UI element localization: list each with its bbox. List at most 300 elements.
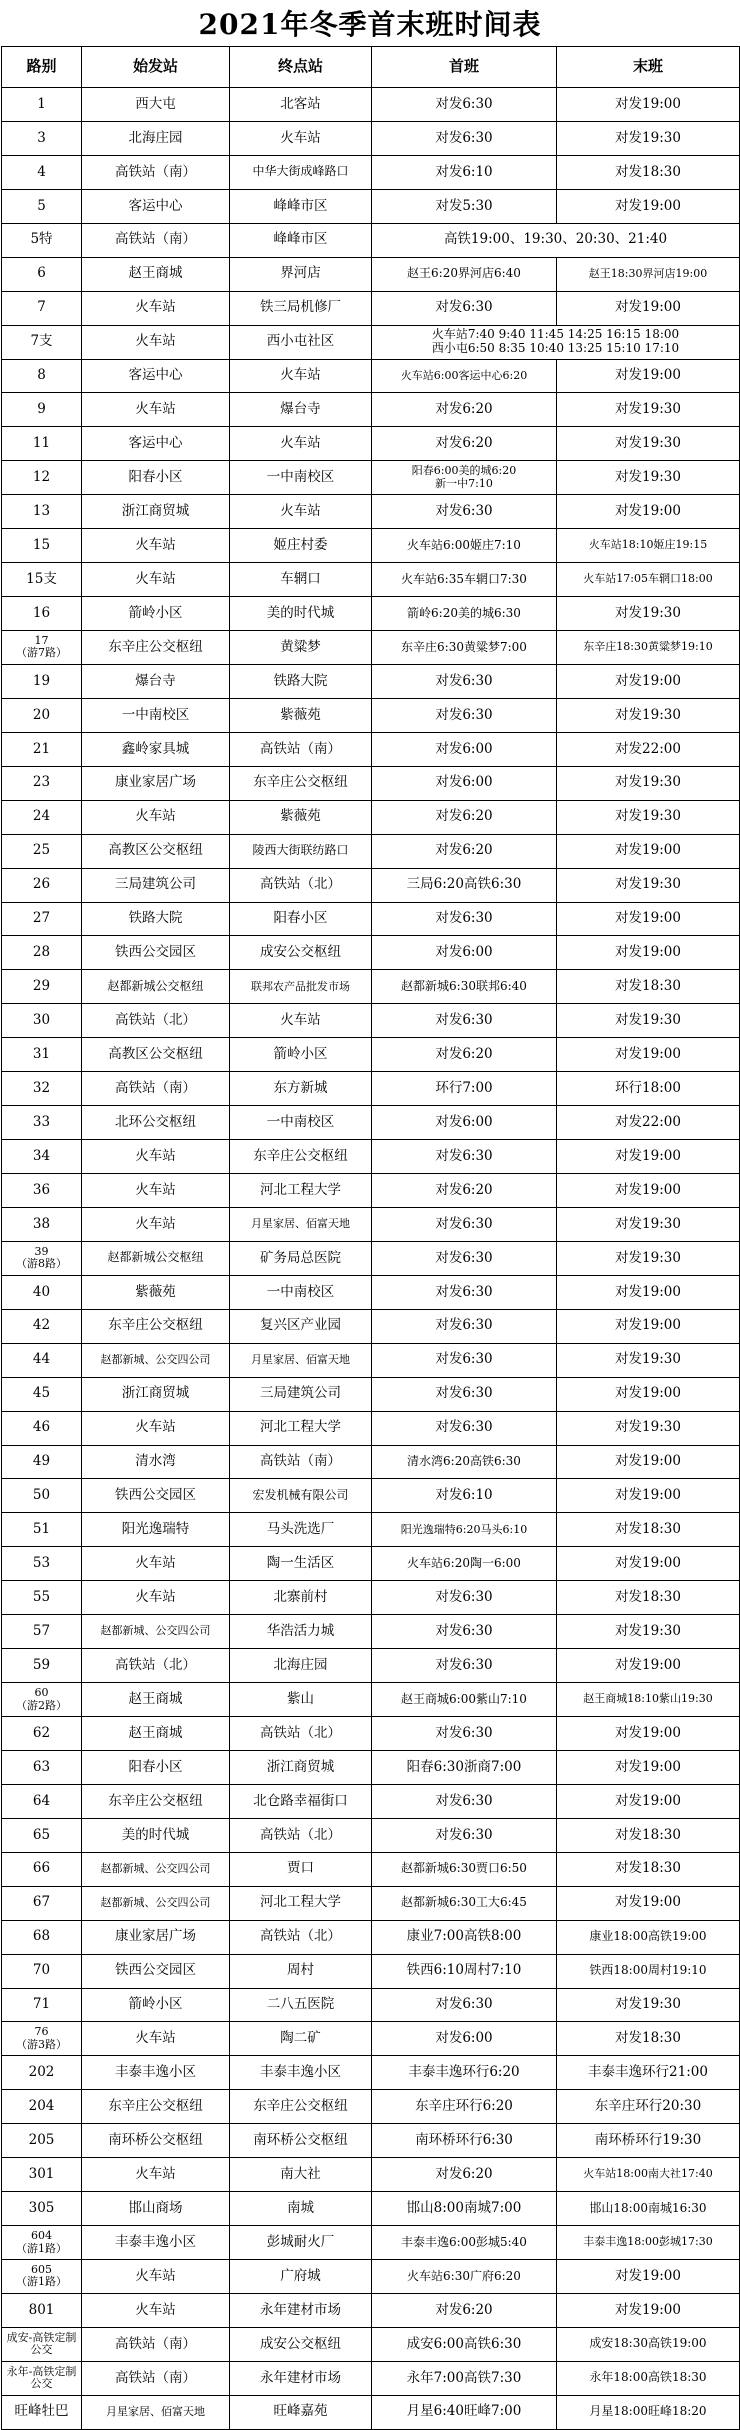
first-bus-cell: 对发6:30 (372, 1818, 557, 1852)
first-bus-cell: 火车站6:00客运中心6:20 (372, 359, 557, 393)
table-row (2, 563, 740, 597)
table-row (2, 1140, 740, 1174)
table-row (2, 2327, 740, 2361)
table-row (2, 325, 740, 359)
first-bus-cell: 对发6:30 (372, 664, 557, 698)
table-row (2, 1818, 740, 1852)
first-bus-cell: 对发6:20 (372, 2158, 557, 2192)
start-station-cell: 铁西公交园区 (82, 1479, 230, 1513)
end-station-cell: 二八五医院 (230, 1988, 372, 2022)
first-bus-cell: 对发6:30 (372, 88, 557, 122)
header-route: 路别 (2, 47, 82, 88)
table-row (2, 359, 740, 393)
table-row (2, 936, 740, 970)
end-station-cell: 华浩活力城 (230, 1615, 372, 1649)
start-station-cell: 赵都新城、公交四公司 (82, 1852, 230, 1886)
start-station-cell: 火车站 (82, 800, 230, 834)
end-station-cell: 东辛庄公交枢纽 (230, 2090, 372, 2124)
route-cell: 202 (2, 2056, 82, 2090)
last-bus-cell: 南环桥环行19:30 (557, 2124, 740, 2158)
end-station-cell: 高铁站（北） (230, 1717, 372, 1751)
route-cell: 66 (2, 1852, 82, 1886)
first-bus-cell: 对发6:30 (372, 1207, 557, 1241)
table-row (2, 597, 740, 631)
start-station-cell: 三局建筑公司 (82, 868, 230, 902)
last-bus-cell: 对发19:00 (557, 1784, 740, 1818)
last-bus-cell: 对发18:30 (557, 1852, 740, 1886)
start-station-cell: 火车站 (82, 1207, 230, 1241)
table-row (2, 1038, 740, 1072)
end-station-cell: 旺峰嘉苑 (230, 2395, 372, 2429)
last-bus-cell: 东辛庄18:30黄粱梦19:10 (557, 631, 740, 665)
end-station-cell: 中华大街成峰路口 (230, 155, 372, 189)
table-row (2, 631, 740, 665)
start-station-cell: 火车站 (82, 1547, 230, 1581)
start-station-cell: 东辛庄公交枢纽 (82, 2090, 230, 2124)
end-station-cell: 紫薇苑 (230, 698, 372, 732)
timetable-body (2, 88, 740, 2430)
last-bus-cell: 赵王18:30界河店19:00 (557, 257, 740, 291)
start-station-cell: 丰泰丰逸小区 (82, 2226, 230, 2260)
end-station-cell: 紫薇苑 (230, 800, 372, 834)
table-row (2, 1174, 740, 1208)
route-cell: 21 (2, 732, 82, 766)
start-station-cell: 阳春小区 (82, 461, 230, 495)
end-station-cell: 一中南校区 (230, 461, 372, 495)
table-row (2, 461, 740, 495)
last-bus-cell: 对发19:00 (557, 1547, 740, 1581)
route-cell: 13 (2, 495, 82, 529)
route-cell: 36 (2, 1174, 82, 1208)
first-bus-cell: 对发6:00 (372, 936, 557, 970)
route-cell: 8 (2, 359, 82, 393)
end-station-cell: 火车站 (230, 359, 372, 393)
table-row (2, 834, 740, 868)
table-row (2, 698, 740, 732)
end-station-cell: 爆台寺 (230, 393, 372, 427)
last-bus-cell: 对发19:30 (557, 1207, 740, 1241)
first-bus-cell: 阳光逸瑞特6:20马头6:10 (372, 1513, 557, 1547)
last-bus-cell: 对发19:00 (557, 88, 740, 122)
first-bus-cell: 对发5:30 (372, 189, 557, 223)
table-row (2, 1784, 740, 1818)
last-bus-cell: 对发19:30 (557, 461, 740, 495)
last-bus-cell: 对发18:30 (557, 1513, 740, 1547)
last-bus-cell: 对发19:30 (557, 698, 740, 732)
table-row (2, 529, 740, 563)
start-station-cell: 高铁站（北） (82, 1004, 230, 1038)
start-station-cell: 一中南校区 (82, 698, 230, 732)
start-station-cell: 东辛庄公交枢纽 (82, 1309, 230, 1343)
start-station-cell: 爆台寺 (82, 664, 230, 698)
first-bus-cell: 对发6:30 (372, 1649, 557, 1683)
end-station-cell: 南环桥公交枢纽 (230, 2124, 372, 2158)
table-row (2, 1106, 740, 1140)
header-start: 始发站 (82, 47, 230, 88)
first-bus-cell: 对发6:10 (372, 155, 557, 189)
start-station-cell: 铁西公交园区 (82, 936, 230, 970)
route-cell: 7 (2, 291, 82, 325)
table-row (2, 1411, 740, 1445)
table-row (2, 223, 740, 257)
first-bus-cell: 对发6:00 (372, 1106, 557, 1140)
table-row (2, 393, 740, 427)
end-station-cell: 北客站 (230, 88, 372, 122)
table-row (2, 766, 740, 800)
route-cell: 19 (2, 664, 82, 698)
start-station-cell: 客运中心 (82, 359, 230, 393)
last-bus-cell: 月星18:00旺峰18:20 (557, 2395, 740, 2429)
route-cell: 42 (2, 1309, 82, 1343)
route-cell: 49 (2, 1445, 82, 1479)
last-bus-cell: 对发19:30 (557, 427, 740, 461)
last-bus-cell: 对发19:30 (557, 1241, 740, 1275)
route-cell: 11 (2, 427, 82, 461)
route-cell: 60 （游2路） (2, 1683, 82, 1717)
end-station-cell: 周村 (230, 1954, 372, 1988)
route-cell: 17 （游7路） (2, 631, 82, 665)
table-row (2, 1241, 740, 1275)
table-row (2, 1479, 740, 1513)
table-row (2, 2293, 740, 2327)
start-station-cell: 紫薇苑 (82, 1275, 230, 1309)
last-bus-cell: 对发19:00 (557, 1717, 740, 1751)
header-last: 末班 (557, 47, 740, 88)
table-row (2, 1954, 740, 1988)
table-row (2, 1717, 740, 1751)
table-row (2, 2124, 740, 2158)
header-end: 终点站 (230, 47, 372, 88)
start-station-cell: 客运中心 (82, 427, 230, 461)
end-station-cell: 成安公交枢纽 (230, 2327, 372, 2361)
end-station-cell: 界河店 (230, 257, 372, 291)
route-cell: 5 (2, 189, 82, 223)
route-cell: 71 (2, 1988, 82, 2022)
route-cell: 30 (2, 1004, 82, 1038)
start-station-cell: 赵都新城、公交四公司 (82, 1343, 230, 1377)
first-bus-cell: 南环桥环行6:30 (372, 2124, 557, 2158)
last-bus-cell: 丰泰丰逸环行21:00 (557, 2056, 740, 2090)
first-bus-cell: 赵王商城6:00紫山7:10 (372, 1683, 557, 1717)
last-bus-cell: 对发19:00 (557, 1140, 740, 1174)
end-station-cell: 宏发机械有限公司 (230, 1479, 372, 1513)
start-station-cell: 丰泰丰逸小区 (82, 2056, 230, 2090)
first-bus-cell: 对发6:30 (372, 1004, 557, 1038)
route-cell: 76 （游3路） (2, 2022, 82, 2056)
last-bus-cell: 永年18:00高铁18:30 (557, 2361, 740, 2395)
last-bus-cell: 对发19:00 (557, 1886, 740, 1920)
route-cell: 204 (2, 2090, 82, 2124)
first-bus-cell: 铁西6:10周村7:10 (372, 1954, 557, 1988)
start-station-cell: 赵王商城 (82, 1717, 230, 1751)
route-cell: 24 (2, 800, 82, 834)
route-cell: 27 (2, 902, 82, 936)
start-station-cell: 赵都新城、公交四公司 (82, 1615, 230, 1649)
start-station-cell: 美的时代城 (82, 1818, 230, 1852)
start-station-cell: 邯山商场 (82, 2192, 230, 2226)
table-row (2, 1683, 740, 1717)
last-bus-cell: 对发18:30 (557, 1581, 740, 1615)
start-station-cell: 火车站 (82, 2158, 230, 2192)
last-bus-cell: 对发19:30 (557, 766, 740, 800)
first-bus-cell: 对发6:20 (372, 800, 557, 834)
table-row (2, 664, 740, 698)
span-times-cell: 高铁19:00、19:30、20:30、21:40 (372, 223, 740, 257)
header-first: 首班 (372, 47, 557, 88)
start-station-cell: 火车站 (82, 393, 230, 427)
first-bus-cell: 赵王6:20界河店6:40 (372, 257, 557, 291)
last-bus-cell: 对发19:00 (557, 2293, 740, 2327)
first-bus-cell: 邯山8:00南城7:00 (372, 2192, 557, 2226)
route-cell: 32 (2, 1072, 82, 1106)
first-bus-cell: 对发6:30 (372, 1140, 557, 1174)
first-bus-cell: 对发6:30 (372, 1343, 557, 1377)
first-bus-cell: 对发6:30 (372, 121, 557, 155)
route-cell: 40 (2, 1275, 82, 1309)
start-station-cell: 康业家居广场 (82, 766, 230, 800)
last-bus-cell: 对发19:00 (557, 1309, 740, 1343)
end-station-cell: 高铁站（北） (230, 1818, 372, 1852)
last-bus-cell: 对发19:30 (557, 1988, 740, 2022)
route-cell: 604 （游1路） (2, 2226, 82, 2260)
first-bus-cell: 对发6:30 (372, 1717, 557, 1751)
table-row (2, 427, 740, 461)
first-bus-cell: 对发6:30 (372, 1411, 557, 1445)
last-bus-cell: 对发19:00 (557, 1038, 740, 1072)
last-bus-cell: 康业18:00高铁19:00 (557, 1920, 740, 1954)
first-bus-cell: 对发6:20 (372, 427, 557, 461)
first-bus-cell: 对发6:10 (372, 1479, 557, 1513)
page-title: 2021年冬季首末班时间表 (198, 8, 542, 41)
route-cell: 25 (2, 834, 82, 868)
end-station-cell: 峰峰市区 (230, 189, 372, 223)
end-station-cell: 广府城 (230, 2260, 372, 2294)
end-station-cell: 一中南校区 (230, 1106, 372, 1140)
first-bus-cell: 赵都新城6:30贾口6:50 (372, 1852, 557, 1886)
first-bus-cell: 东辛庄6:30黄粱梦7:00 (372, 631, 557, 665)
route-cell: 5特 (2, 223, 82, 257)
end-station-cell: 矿务局总医院 (230, 1241, 372, 1275)
first-bus-cell: 成安6:00高铁6:30 (372, 2327, 557, 2361)
end-station-cell: 三局建筑公司 (230, 1377, 372, 1411)
last-bus-cell: 火车站18:00南大社17:40 (557, 2158, 740, 2192)
end-station-cell: 美的时代城 (230, 597, 372, 631)
last-bus-cell: 火车站18:10姬庄19:15 (557, 529, 740, 563)
end-station-cell: 河北工程大学 (230, 1174, 372, 1208)
first-bus-cell: 对发6:20 (372, 2293, 557, 2327)
table-row (2, 2226, 740, 2260)
end-station-cell: 黄粱梦 (230, 631, 372, 665)
last-bus-cell: 邯山18:00南城16:30 (557, 2192, 740, 2226)
end-station-cell: 东辛庄公交枢纽 (230, 766, 372, 800)
last-bus-cell: 对发19:30 (557, 800, 740, 834)
first-bus-cell: 对发6:00 (372, 766, 557, 800)
table-row (2, 2056, 740, 2090)
last-bus-cell: 对发19:30 (557, 597, 740, 631)
route-cell: 26 (2, 868, 82, 902)
end-station-cell: 车辋口 (230, 563, 372, 597)
end-station-cell: 丰泰丰逸小区 (230, 2056, 372, 2090)
table-row (2, 1750, 740, 1784)
first-bus-cell: 东辛庄环行6:20 (372, 2090, 557, 2124)
last-bus-cell: 对发19:00 (557, 1750, 740, 1784)
route-cell: 1 (2, 88, 82, 122)
last-bus-cell: 对发19:00 (557, 902, 740, 936)
route-cell: 31 (2, 1038, 82, 1072)
first-bus-cell: 对发6:30 (372, 1275, 557, 1309)
route-cell: 55 (2, 1581, 82, 1615)
end-station-cell: 永年建材市场 (230, 2361, 372, 2395)
first-bus-cell: 丰泰丰逸6:00彭城5:40 (372, 2226, 557, 2260)
table-row (2, 495, 740, 529)
start-station-cell: 箭岭小区 (82, 597, 230, 631)
first-bus-cell: 对发6:30 (372, 1241, 557, 1275)
route-cell: 16 (2, 597, 82, 631)
end-station-cell: 峰峰市区 (230, 223, 372, 257)
route-cell: 57 (2, 1615, 82, 1649)
end-station-cell: 成安公交枢纽 (230, 936, 372, 970)
last-bus-cell: 对发19:30 (557, 121, 740, 155)
route-cell: 12 (2, 461, 82, 495)
start-station-cell: 浙江商贸城 (82, 495, 230, 529)
route-cell: 永年-高铁定制公交 (2, 2361, 82, 2395)
end-station-cell: 南城 (230, 2192, 372, 2226)
start-station-cell: 火车站 (82, 1411, 230, 1445)
first-bus-cell: 对发6:30 (372, 1988, 557, 2022)
last-bus-cell: 对发19:00 (557, 495, 740, 529)
first-bus-cell: 对发6:30 (372, 495, 557, 529)
end-station-cell: 高铁站（北） (230, 1920, 372, 1954)
end-station-cell: 火车站 (230, 427, 372, 461)
end-station-cell: 紫山 (230, 1683, 372, 1717)
last-bus-cell: 对发19:00 (557, 834, 740, 868)
start-station-cell: 赵王商城 (82, 257, 230, 291)
table-row (2, 1445, 740, 1479)
end-station-cell: 火车站 (230, 1004, 372, 1038)
first-bus-cell: 对发6:30 (372, 1615, 557, 1649)
start-station-cell: 高铁站（南） (82, 223, 230, 257)
last-bus-cell: 对发19:30 (557, 1411, 740, 1445)
route-cell: 旺峰牡巴 (2, 2395, 82, 2429)
start-station-cell: 北环公交枢纽 (82, 1106, 230, 1140)
end-station-cell: 火车站 (230, 495, 372, 529)
first-bus-cell: 火车站6:20陶一6:00 (372, 1547, 557, 1581)
first-bus-cell: 对发6:20 (372, 1038, 557, 1072)
end-station-cell: 南大社 (230, 2158, 372, 2192)
start-station-cell: 火车站 (82, 325, 230, 359)
table-row (2, 2158, 740, 2192)
end-station-cell: 永年建材市场 (230, 2293, 372, 2327)
end-station-cell: 河北工程大学 (230, 1886, 372, 1920)
end-station-cell: 铁路大院 (230, 664, 372, 698)
start-station-cell: 高铁站（北） (82, 1649, 230, 1683)
start-station-cell: 高铁站（南） (82, 1072, 230, 1106)
table-row (2, 155, 740, 189)
start-station-cell: 高铁站（南） (82, 2327, 230, 2361)
end-station-cell: 北海庄园 (230, 1649, 372, 1683)
route-cell: 65 (2, 1818, 82, 1852)
route-cell: 605 （游1路） (2, 2260, 82, 2294)
start-station-cell: 赵王商城 (82, 1683, 230, 1717)
start-station-cell: 高铁站（南） (82, 2361, 230, 2395)
last-bus-cell: 丰泰丰逸18:00彭城17:30 (557, 2226, 740, 2260)
table-row (2, 189, 740, 223)
last-bus-cell: 对发18:30 (557, 1818, 740, 1852)
first-bus-cell: 对发6:30 (372, 902, 557, 936)
end-station-cell: 箭岭小区 (230, 1038, 372, 1072)
route-cell: 7支 (2, 325, 82, 359)
end-station-cell: 火车站 (230, 121, 372, 155)
last-bus-cell: 对发19:00 (557, 1174, 740, 1208)
last-bus-cell: 环行18:00 (557, 1072, 740, 1106)
end-station-cell: 月星家居、佰富天地 (230, 1343, 372, 1377)
table-row (2, 1649, 740, 1683)
end-station-cell: 一中南校区 (230, 1275, 372, 1309)
last-bus-cell: 对发19:00 (557, 189, 740, 223)
end-station-cell: 铁三局机修厂 (230, 291, 372, 325)
first-bus-cell: 火车站6:00姬庄7:10 (372, 529, 557, 563)
start-station-cell: 鑫岭家具城 (82, 732, 230, 766)
end-station-cell: 姬庄村委 (230, 529, 372, 563)
start-station-cell: 高教区公交枢纽 (82, 834, 230, 868)
route-cell: 64 (2, 1784, 82, 1818)
first-bus-cell: 对发6:00 (372, 732, 557, 766)
last-bus-cell: 对发19:30 (557, 393, 740, 427)
last-bus-cell: 对发19:00 (557, 1649, 740, 1683)
first-bus-cell: 对发6:20 (372, 834, 557, 868)
last-bus-cell: 对发19:00 (557, 1377, 740, 1411)
last-bus-cell: 对发19:00 (557, 2260, 740, 2294)
start-station-cell: 火车站 (82, 291, 230, 325)
route-cell: 67 (2, 1886, 82, 1920)
start-station-cell: 北海庄园 (82, 121, 230, 155)
route-cell: 801 (2, 2293, 82, 2327)
route-cell: 46 (2, 1411, 82, 1445)
start-station-cell: 浙江商贸城 (82, 1377, 230, 1411)
route-cell: 39 （游8路） (2, 1241, 82, 1275)
first-bus-cell: 三局6:20高铁6:30 (372, 868, 557, 902)
table-row (2, 2090, 740, 2124)
first-bus-cell: 赵都新城6:30工大6:45 (372, 1886, 557, 1920)
start-station-cell: 铁西公交园区 (82, 1954, 230, 1988)
first-bus-cell: 对发6:00 (372, 2022, 557, 2056)
start-station-cell: 南环桥公交枢纽 (82, 2124, 230, 2158)
last-bus-cell: 对发19:00 (557, 664, 740, 698)
start-station-cell: 赵都新城、公交四公司 (82, 1886, 230, 1920)
table-row (2, 1072, 740, 1106)
end-station-cell: 贾口 (230, 1852, 372, 1886)
route-cell: 68 (2, 1920, 82, 1954)
last-bus-cell: 对发19:00 (557, 936, 740, 970)
first-bus-cell: 清水湾6:20高铁6:30 (372, 1445, 557, 1479)
first-bus-cell: 月星6:40旺峰7:00 (372, 2395, 557, 2429)
table-row (2, 2395, 740, 2429)
last-bus-cell: 赵王商城18:10紫山19:30 (557, 1683, 740, 1717)
route-cell: 15 (2, 529, 82, 563)
first-bus-cell: 永年7:00高铁7:30 (372, 2361, 557, 2395)
start-station-cell: 火车站 (82, 1140, 230, 1174)
start-station-cell: 火车站 (82, 1174, 230, 1208)
first-bus-cell: 箭岭6:20美的城6:30 (372, 597, 557, 631)
table-row (2, 2022, 740, 2056)
end-station-cell: 陶二矿 (230, 2022, 372, 2056)
table-row (2, 2260, 740, 2294)
end-station-cell: 陵西大街联纺路口 (230, 834, 372, 868)
last-bus-cell: 铁西18:00周村19:10 (557, 1954, 740, 1988)
route-cell: 29 (2, 970, 82, 1004)
start-station-cell: 客运中心 (82, 189, 230, 223)
start-station-cell: 阳春小区 (82, 1750, 230, 1784)
